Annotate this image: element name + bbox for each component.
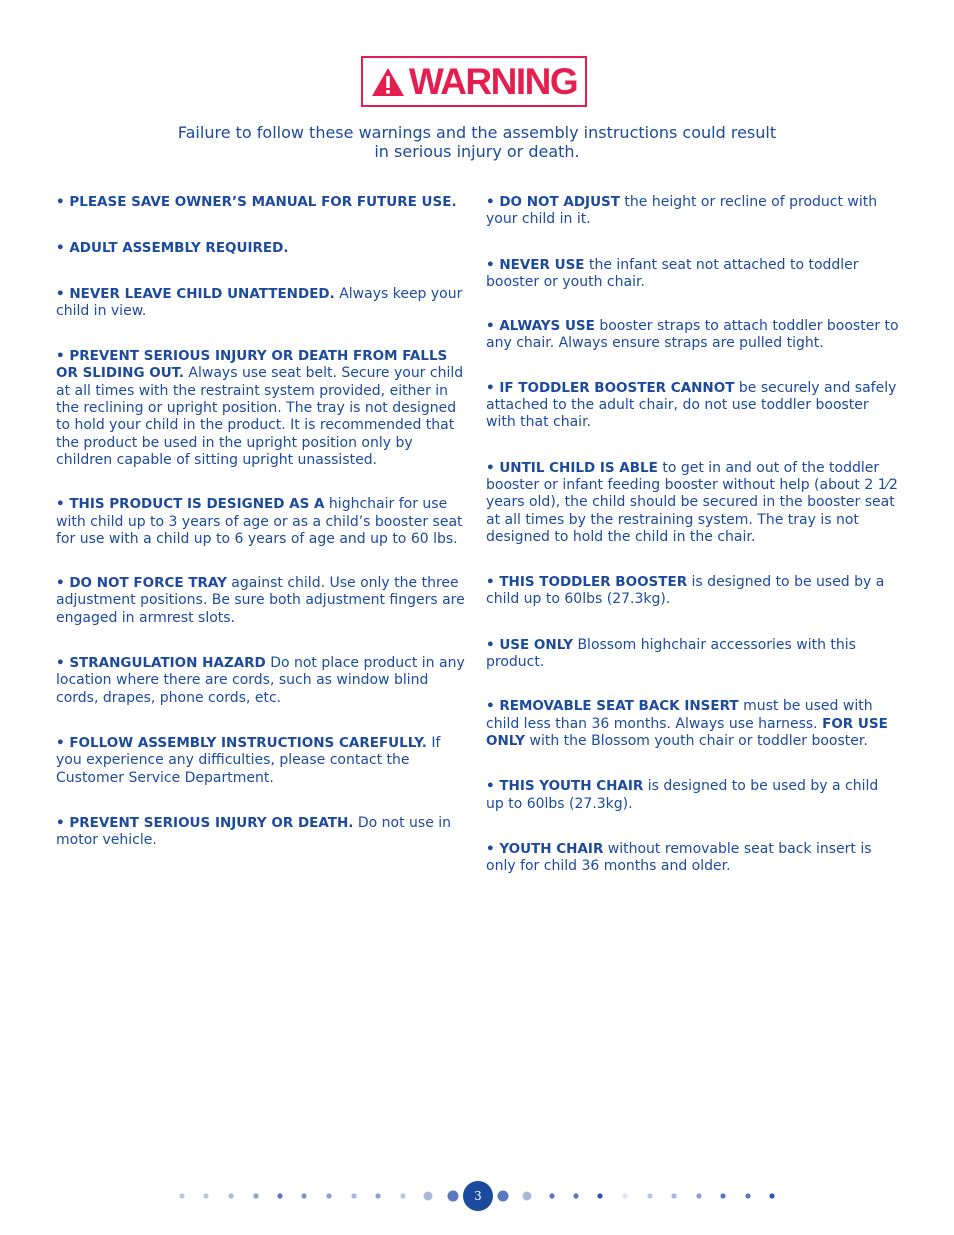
warning-item-bold: • IF TODDLER BOOSTER CANNOT — [486, 379, 735, 396]
footer-dot — [720, 1193, 725, 1198]
warning-item-text: is designed to be used by a child up to 60lbs (27.3kg). — [486, 574, 885, 608]
footer-dot — [424, 1192, 433, 1201]
subtitle-line-1: Failure to follow these warnings and the assembly instructions could result — [177, 123, 777, 142]
warning-item — [486, 841, 900, 876]
warning-item — [486, 318, 900, 353]
warning-item-bold: • NEVER USE — [486, 256, 585, 273]
warning-item-bold: • REMOVABLE SEAT BACK INSERT — [486, 698, 739, 715]
warning-item — [486, 460, 900, 546]
warning-item — [56, 735, 470, 787]
warning-item — [56, 240, 470, 257]
warning-item-text: highchair for use with child up to 3 years of age or as a child’s booster seat for use with a child up to 6 years of age and up to 60 lbs. — [56, 496, 463, 547]
warning-item-text: Always keep your child in view. — [56, 285, 463, 319]
warning-item — [486, 194, 900, 229]
warning-item-text: against child. Use only the three adjustment positions. Be sure both adjustment fingers are engaged in armrest slots. — [56, 575, 465, 626]
footer-dot — [448, 1191, 459, 1202]
footer-dot — [622, 1193, 627, 1198]
warning-item — [56, 655, 470, 707]
warning-item-bold: • DO NOT FORCE TRAY — [56, 575, 227, 592]
warning-item — [486, 778, 900, 813]
footer-dot — [745, 1193, 750, 1198]
footer-dot — [696, 1193, 701, 1198]
warning-triangle-icon — [371, 67, 405, 97]
warning-item-bold-2: FOR USE ONLY — [486, 715, 888, 749]
footer-dot — [277, 1193, 282, 1198]
subtitle-line-2: in serious injury or death. — [374, 142, 580, 161]
warning-item — [486, 698, 900, 750]
warning-item — [56, 815, 470, 850]
warning-item — [486, 380, 900, 432]
warning-item-bold: • DO NOT ADJUST — [486, 194, 620, 210]
warning-item — [56, 194, 470, 211]
footer-dot — [549, 1193, 554, 1198]
footer-dot — [301, 1193, 306, 1198]
warning-item-bold: • ADULT ASSEMBLY REQUIRED. — [56, 240, 289, 257]
footer-dot — [400, 1193, 405, 1198]
warning-banner — [361, 56, 587, 107]
warning-item-text: without removable seat back insert is only for child 36 months and older. — [486, 840, 872, 875]
warning-item-text: must be used with child less than 36 months. Always use harness. — [486, 698, 873, 732]
warning-item — [486, 257, 900, 292]
warning-item — [56, 575, 470, 627]
warning-item-bold: • PLEASE SAVE OWNER’S MANUAL FOR FUTURE USE. — [56, 194, 457, 210]
warning-title: WARNING — [408, 61, 578, 102]
warning-item-text: the infant seat not attached to toddler booster or youth chair. — [486, 256, 859, 290]
warning-item-text: Do not place product in any location where there are cords, such as window blind cords, drapes, phone cords, etc. — [56, 655, 465, 706]
footer-dot — [597, 1193, 602, 1198]
warning-item-text: the height or recline of product with your child in it. — [486, 194, 878, 228]
warning-item-bold: • YOUTH CHAIR — [486, 840, 604, 857]
left-warning-column — [56, 194, 470, 849]
warning-item-text: If you experience any difficulties, please contact the Customer Service Department. — [56, 734, 441, 786]
footer-dot — [253, 1193, 258, 1198]
warning-item-text: is designed to be used by a child up to 60lbs (27.3kg). — [486, 778, 879, 812]
footer-dot — [523, 1192, 532, 1201]
warning-subtitle — [100, 123, 854, 161]
warning-item-text: be securely and safely attached to the adult chair, do not use toddler booster with that chair. — [486, 379, 897, 431]
warning-item-bold: • UNTIL CHILD IS ABLE — [486, 459, 658, 476]
footer-dot — [375, 1193, 380, 1198]
warning-item-bold: • THIS PRODUCT IS DESIGNED AS A — [56, 496, 325, 513]
warning-item — [486, 574, 900, 609]
warning-item-bold: • FOLLOW ASSEMBLY INSTRUCTIONS CAREFULLY. — [56, 734, 427, 751]
footer-dot — [351, 1193, 356, 1198]
warning-item-text-2: with the Blossom youth chair or toddler booster. — [525, 732, 868, 749]
warning-item-bold: • USE ONLY — [486, 636, 573, 653]
footer-dot — [671, 1193, 676, 1198]
warning-item-text: Blossom highchair accessories with this product. — [486, 636, 856, 671]
warning-item-bold: • THIS YOUTH CHAIR — [486, 778, 644, 795]
footer-dot — [769, 1193, 774, 1198]
warning-item-text: booster straps to attach toddler booster to any chair. Always ensure straps are pulled tight. — [486, 318, 899, 352]
warning-item — [56, 496, 470, 548]
right-warning-column — [486, 194, 900, 875]
footer-dot — [498, 1191, 509, 1202]
warning-item-bold: • ALWAYS USE — [486, 318, 595, 335]
warning-item-text: Always use seat belt. Secure your child at all times with the restraint system provided, either in the reclining or upright position. The tray is not designed to hold your child in the product. It is recommended that the product be used in the upright position only by children capable of sitting upright unassisted. — [56, 365, 464, 468]
warning-item — [56, 286, 470, 321]
warning-item-bold: • PREVENT SERIOUS INJURY OR DEATH FROM FALLS OR SLIDING OUT. — [56, 348, 448, 382]
footer-dot — [647, 1193, 652, 1198]
warning-item-text: to get in and out of the toddler booster or infant feeding booster without help (about 2 1⁄2 years old), the child should be secured in the booster seat at all times by the restraining system. The tray is not designed to hold the child in the chair. — [486, 459, 898, 545]
footer-dot — [228, 1193, 233, 1198]
warning-item-bold: • THIS TODDLER BOOSTER — [486, 574, 688, 591]
footer-dot — [573, 1193, 578, 1198]
footer-dot — [203, 1193, 208, 1198]
warning-item — [56, 348, 470, 469]
page-number: 3 — [463, 1181, 493, 1211]
warning-item-bold: • STRANGULATION HAZARD — [56, 655, 266, 672]
warning-item-bold: • PREVENT SERIOUS INJURY OR DEATH. — [56, 814, 354, 831]
warning-item-text: Do not use in motor vehicle. — [56, 814, 452, 849]
footer-dot — [179, 1193, 184, 1198]
warning-item — [486, 637, 900, 672]
footer-dot — [326, 1193, 331, 1198]
warning-item-bold: • NEVER LEAVE CHILD UNATTENDED. — [56, 285, 335, 302]
